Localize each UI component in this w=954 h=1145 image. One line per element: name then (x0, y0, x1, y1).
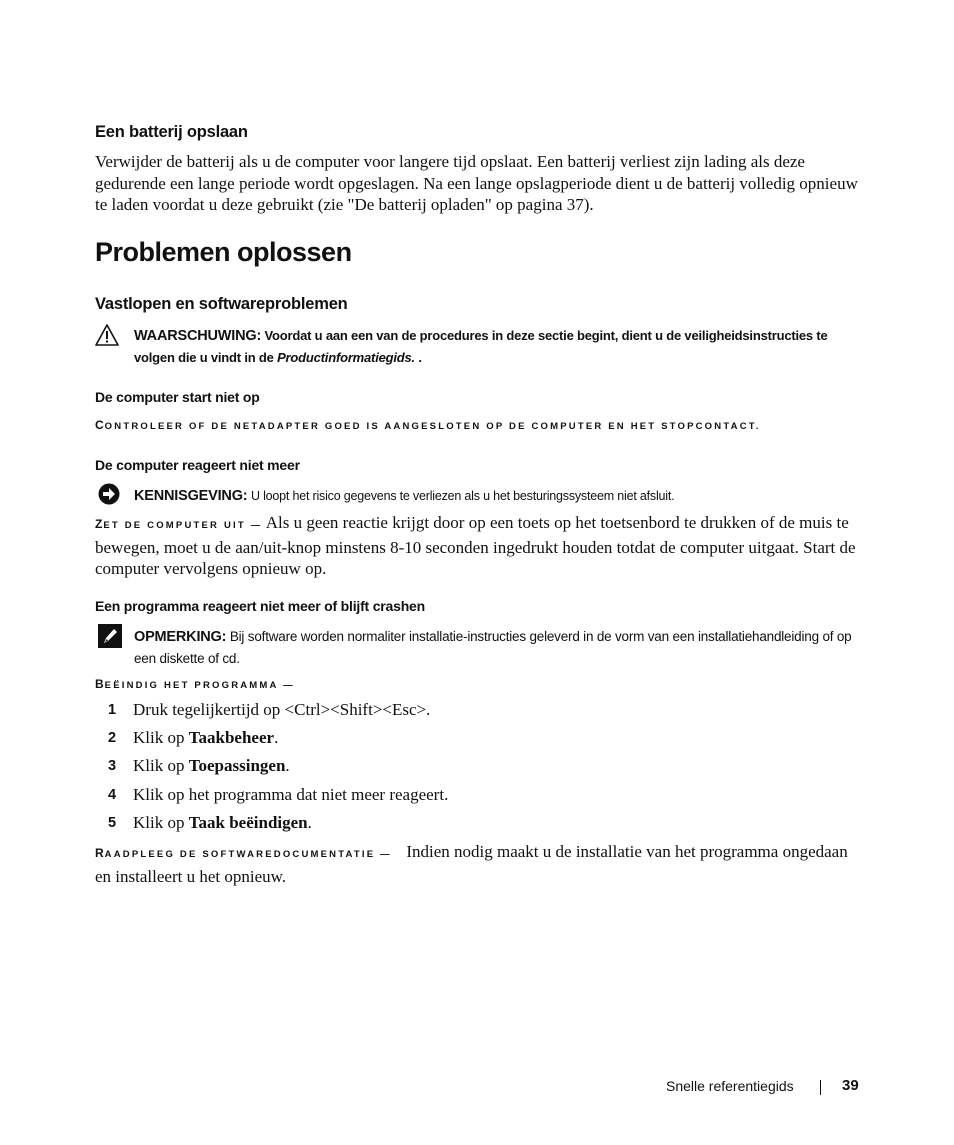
warning-icon (95, 324, 119, 346)
step-text: Klik op (133, 756, 189, 775)
footer-divider (820, 1080, 821, 1095)
shutdown-label: ZET DE COMPUTER UIT — (95, 517, 263, 531)
product-info-guide-ref: Productinformatiegids. (277, 350, 415, 365)
step-number: 1 (108, 702, 117, 718)
heading-not-responding: De computer reageert niet meer (95, 457, 300, 473)
notice-icon (98, 483, 120, 505)
heading-no-start: De computer start niet op (95, 389, 260, 405)
end-program-label: BEËINDIG HET PROGRAMMA — (95, 677, 295, 691)
step-suffix: . (285, 756, 290, 775)
action-check-adapter-text: ONTROLEER OF DE NETADAPTER GOED IS AANGESLOTEN OP DE COMPUTER EN HET STOPCONTACT. (104, 421, 761, 432)
step-suffix: . (274, 728, 279, 747)
step-number: 4 (108, 787, 117, 803)
page-title: Problemen oplossen (95, 237, 352, 267)
notice-label: KENNISGEVING: (134, 488, 248, 504)
warning-end: . (414, 350, 422, 365)
consult-paragraph (95, 841, 865, 887)
heading-program-crash: Een programma reageert niet meer of blijft crashen (95, 598, 425, 614)
step-text: Klik op het programma dat niet meer reageert. (133, 785, 449, 804)
section-heading-battery: Een batterij opslaan (95, 123, 248, 141)
step-number: 3 (108, 758, 117, 774)
consult-label: RAADPLEEG DE SOFTWAREDOCUMENTATIE — (95, 846, 392, 860)
consult-text: Indien nodig maakt u de installatie van het programma ongedaan en installeert u het opnieuw. (95, 842, 848, 886)
step-text: Klik op (133, 813, 189, 832)
warning-label: WAARSCHUWING: (134, 328, 262, 344)
note-text: Bij software worden normaliter installatie-instructies geleverd in de vorm van een installatiehandleiding of op een diskette of cd. (134, 629, 852, 666)
page-number: 39 (842, 1077, 859, 1094)
step-suffix: . (307, 813, 312, 832)
steps-list (108, 700, 808, 840)
step-number: 2 (108, 730, 117, 746)
shutdown-paragraph (95, 512, 865, 580)
step-bold-text: Taak beëindigen (188, 813, 308, 832)
step-number: 5 (108, 815, 117, 831)
step-bold-text: Taakbeheer (188, 728, 275, 747)
footer-guide-title: Snelle referentiegids (666, 1078, 794, 1094)
step-text: Klik op (133, 728, 189, 747)
step-text: Druk tegelijkertijd op <Ctrl><Shift><Esc>. (133, 700, 431, 719)
subsection-heading: Vastlopen en softwareproblemen (95, 295, 348, 313)
warning-text: Voordat u aan een van de procedures in deze sectie begint, dient u de veiligheidsinstructies te volgen die u vindt in de (134, 328, 828, 365)
warning-block (134, 325, 864, 368)
note-block (134, 626, 864, 669)
battery-paragraph: Verwijder de batterij als u de computer voor langere tijd opslaat. Een batterij verliest zijn lading als deze gedurende een lange periode wordt opgeslagen. Na een lange opslagperiode dient u de batterij volledig opnieuw te laden voordat u deze gebruikt (zie "De batterij opladen" op pagina 37). (95, 152, 858, 214)
note-pencil-icon (98, 624, 122, 648)
step-bold-text: Toepassingen (188, 756, 286, 775)
notice-text: U loopt het risico gegevens te verliezen als u het besturingssysteem niet afsluit. (250, 489, 675, 503)
action-check-adapter: CONTROLEER OF DE NETADAPTER GOED IS AANGESLOTEN OP DE COMPUTER EN HET STOPCONTACT. (95, 418, 761, 432)
shutdown-text: Als u geen reactie krijgt door op een toets op het toetsenbord te drukken of de muis te bewegen, moet u de aan/uit-knop minstens 8-10 seconden ingedrukt houden totdat de computer uitgaat. Start de computer vervolgens opnieuw op. (95, 513, 856, 578)
note-label: OPMERKING: (134, 629, 227, 645)
notice-block (134, 485, 864, 507)
